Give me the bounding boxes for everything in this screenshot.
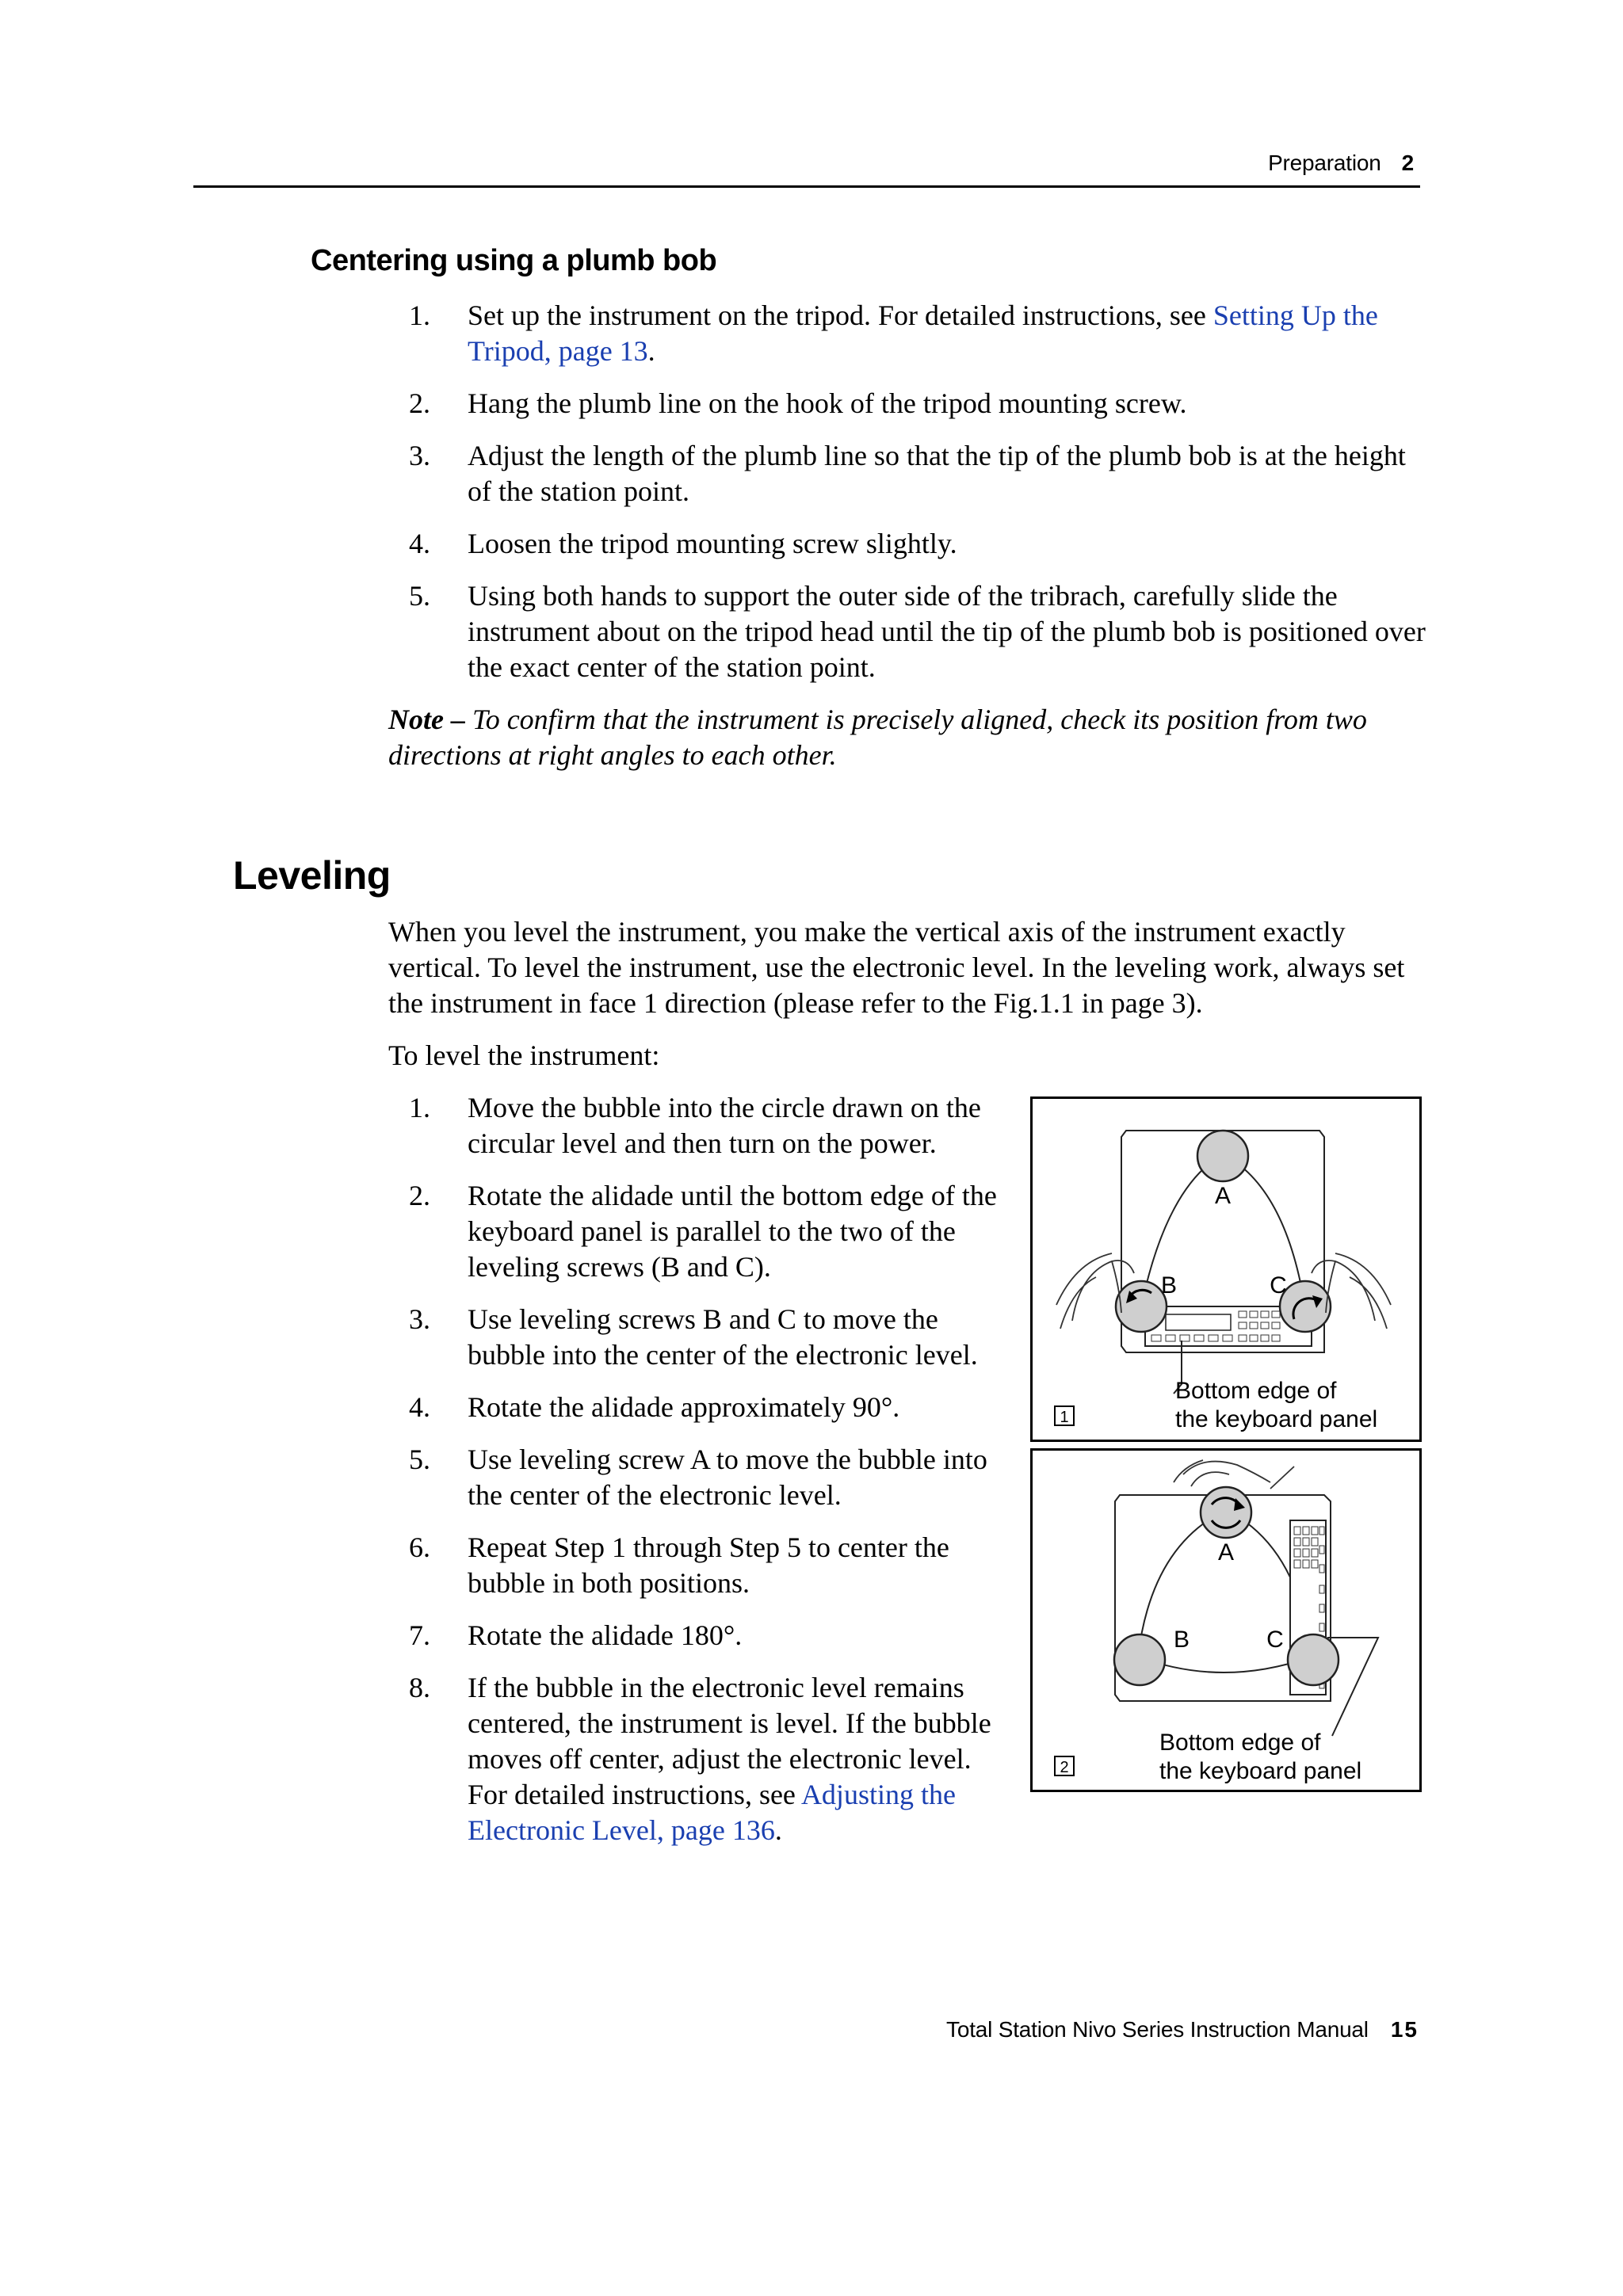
link-setting-up-tripod[interactable]: Setting Up the Tripod, page 13 (468, 299, 1378, 367)
header-text (1268, 151, 1414, 176)
step-number: 5. (409, 580, 430, 612)
page-number: 15 (1390, 2017, 1419, 2042)
step-text: Adjust the length of the plumb line so that the tip of the plumb bob is at the height of the station point. (468, 440, 1406, 507)
note-text: To confirm that the instrument is precisely aligned, check its position from two directions at right angles to each other. (388, 704, 1367, 771)
leveling-screw-c-icon (1280, 1281, 1331, 1332)
list-item (388, 1090, 1014, 1161)
figure-2-illustration (1033, 1451, 1419, 1790)
step-text: Use leveling screw A to move the bubble into the center of the electronic level. (468, 1444, 987, 1511)
list-item (388, 1390, 1014, 1425)
leveling-lead: To level the instrument: (388, 1039, 660, 1071)
list-item (388, 1178, 1014, 1285)
step-number: 1. (409, 299, 430, 331)
label-screw-c: C (1266, 1627, 1284, 1653)
step-text: Rotate the alidade 180°. (468, 1619, 743, 1651)
section-heading-leveling: Leveling (233, 853, 391, 898)
leveling-screw-a-icon (1201, 1487, 1251, 1538)
footer-title: Total Station Nivo Series Instruction Manual (946, 2017, 1369, 2042)
step-number: 3. (409, 1303, 430, 1335)
list-item (388, 438, 1426, 509)
figure-2-caption-line2: the keyboard panel (1159, 1758, 1362, 1784)
step-number: 4. (409, 528, 430, 559)
list-item (388, 298, 1426, 369)
step-number: 3. (409, 440, 430, 471)
list-item (388, 1618, 1014, 1653)
step-text: Hang the plumb line on the hook of the tripod mounting screw. (468, 387, 1187, 419)
step-text-end: . (647, 335, 655, 367)
section-heading-centering: Centering using a plumb bob (311, 244, 717, 277)
figure-2-index: 2 (1060, 1759, 1069, 1776)
figure-leveling-a (1030, 1448, 1422, 1792)
label-screw-a: A (1217, 1539, 1235, 1566)
page-footer (946, 2017, 1419, 2042)
step-text: Repeat Step 1 through Step 5 to center the bubble in both positions. (468, 1531, 949, 1599)
label-screw-c: C (1270, 1272, 1287, 1299)
figure-1-index: 1 (1060, 1409, 1069, 1426)
figure-1-illustration (1033, 1099, 1419, 1440)
step-text-end: . (774, 1814, 782, 1846)
list-item (388, 578, 1426, 685)
step-number: 4. (409, 1391, 430, 1423)
step-number: 2. (409, 1180, 430, 1211)
list-item (388, 1442, 1014, 1513)
step-number: 6. (409, 1531, 430, 1563)
figure-1-caption-line1: Bottom edge of (1175, 1378, 1337, 1404)
step-text: Rotate the alidade until the bottom edge of the keyboard panel is parallel to the two of the leveling screws (B and C). (468, 1180, 997, 1283)
leveling-steps (388, 1090, 1014, 1865)
list-item (388, 526, 1426, 562)
label-screw-b: B (1173, 1627, 1190, 1653)
figure-leveling-bc (1030, 1097, 1422, 1442)
label-screw-a: A (1214, 1183, 1232, 1209)
list-item (388, 1670, 1014, 1848)
step-number: 5. (409, 1444, 430, 1475)
list-item (388, 386, 1426, 421)
figure-1-caption-line2: the keyboard panel (1175, 1406, 1378, 1432)
step-text: Set up the instrument on the tripod. For detailed instructions, see (468, 299, 1213, 331)
note (388, 702, 1426, 773)
step-text: Using both hands to support the outer side of the tribrach, carefully slide the instrument about on the tripod head until the tip of the plumb bob is positioned over the exact center of the station point. (468, 580, 1426, 683)
step-text: If the bubble in the electronic level remains centered, the instrument is level. If the bubble moves off center, adjust the electronic level. For detailed instructions, see (468, 1672, 991, 1810)
figure-2-caption-line1: Bottom edge of (1159, 1730, 1321, 1756)
step-number: 2. (409, 387, 430, 419)
leveling-screw-b-icon (1116, 1281, 1167, 1332)
step-text: Move the bubble into the circle drawn on the circular level and then turn on the power. (468, 1092, 981, 1159)
leveling-intro: When you level the instrument, you make the vertical axis of the instrument exactly vertical. To level the instrument, use the electronic level. In the leveling work, always set the instrument in face 1 direction (please refer to the Fig.1.1 in page 3). (388, 916, 1405, 1019)
header-section: Preparation (1268, 151, 1381, 175)
step-text: Rotate the alidade approximately 90°. (468, 1391, 900, 1423)
list-item (388, 1530, 1014, 1601)
page-header (193, 146, 1420, 188)
link-adjusting-electronic-level[interactable]: Adjusting the Electronic Level, page 136 (468, 1779, 956, 1846)
hand-icon (1174, 1460, 1294, 1489)
list-item (388, 1302, 1014, 1373)
step-number: 7. (409, 1619, 430, 1651)
step-number: 1. (409, 1092, 430, 1123)
leveling-screw-a-icon (1197, 1131, 1248, 1181)
step-text: Loosen the tripod mounting screw slightly. (468, 528, 957, 559)
note-label: Note – (388, 704, 472, 735)
header-chapter: 2 (1401, 151, 1414, 175)
centering-steps (388, 298, 1426, 702)
step-text: Use leveling screws B and C to move the bubble into the center of the electronic level. (468, 1303, 978, 1371)
leveling-screw-b-icon (1114, 1634, 1165, 1685)
step-number: 8. (409, 1672, 430, 1703)
leveling-screw-c-icon (1288, 1634, 1338, 1685)
label-screw-b: B (1160, 1272, 1178, 1299)
